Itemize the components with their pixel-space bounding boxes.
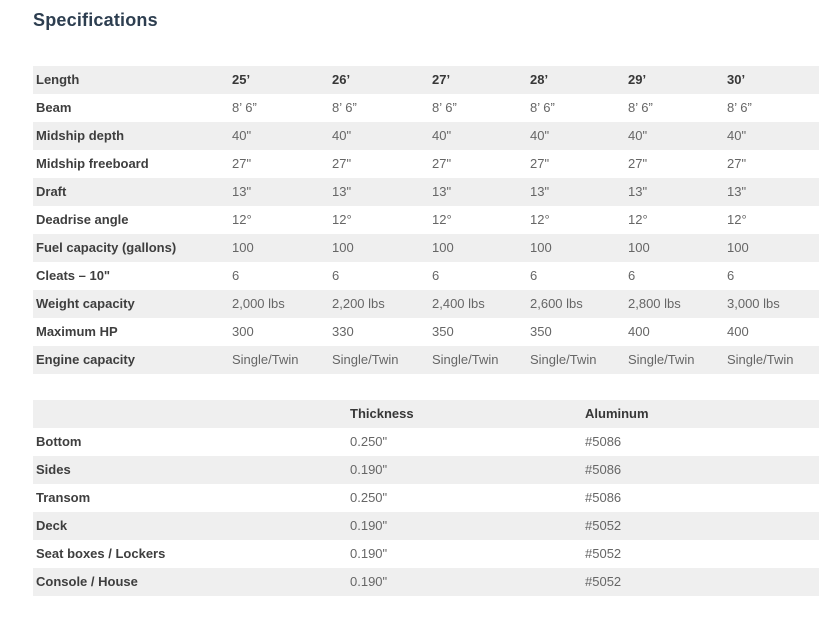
spec-cell: 40" [628,128,648,143]
spec-row-label: Deadrise angle [36,212,129,227]
construction-cell-aluminum: #5052 [585,574,622,589]
construction-cell-thickness: 0.190" [350,518,388,533]
spec-cell: 400 [727,324,749,339]
construction-header-empty [33,400,347,428]
spec-cell: 8’ 6” [530,100,555,115]
construction-header-thickness: Thickness [350,406,414,421]
spec-cell: 100 [332,240,354,255]
spec-cell: 27" [727,156,747,171]
construction-row-label: Seat boxes / Lockers [36,546,166,561]
spec-cell: 27" [332,156,352,171]
spec-cell: 13" [727,184,747,199]
spec-row-deadrise-angle [33,206,819,234]
spec-row-label: Maximum HP [36,324,118,339]
construction-row-transom [33,484,819,512]
spec-cell: 2,200 lbs [332,296,385,311]
spec-row-label: Cleats – 10" [36,268,111,283]
spec-header-cell: 26’ [332,72,351,87]
spec-cell: Single/Twin [432,352,499,367]
spec-cell: 12° [628,212,648,227]
spec-cell: 8’ 6” [628,100,653,115]
construction-cell-aluminum: #5086 [585,490,622,505]
spec-row-fuel-capacity [33,234,819,262]
spec-cell: 40" [727,128,747,143]
spec-cell: 13" [332,184,352,199]
spec-cell: 27" [232,156,252,171]
spec-cell: Single/Twin [727,352,794,367]
spec-cell: 40" [530,128,550,143]
spec-header-cell: 28’ [530,72,549,87]
spec-cell: 8’ 6” [727,100,752,115]
construction-row-label: Transom [36,490,91,505]
spec-cell: 330 [332,324,354,339]
construction-row-label: Console / House [36,574,138,589]
spec-cell: 6 [232,268,240,283]
spec-header-cell: 25’ [232,72,251,87]
spec-cell: Single/Twin [332,352,399,367]
spec-row-label: Midship freeboard [36,156,149,171]
spec-row-beam [33,94,819,122]
spec-row-weight-capacity [33,290,819,318]
spec-cell: 8’ 6” [432,100,457,115]
construction-row-seat-boxes [33,540,819,568]
construction-header-aluminum: Aluminum [585,406,649,421]
spec-cell: 13" [530,184,550,199]
spec-cell: 2,800 lbs [628,296,681,311]
construction-cell-thickness: 0.190" [350,462,388,477]
spec-cell: 12° [332,212,352,227]
spec-cell: 6 [332,268,340,283]
spec-row-cleats [33,262,819,290]
spec-cell: Single/Twin [530,352,597,367]
spec-cell: 13" [232,184,252,199]
construction-table [33,400,819,596]
spec-cell: 350 [530,324,552,339]
spec-cell: 2,400 lbs [432,296,485,311]
spec-row-label: Weight capacity [36,296,135,311]
spec-cell: 12° [432,212,452,227]
construction-cell-thickness: 0.250" [350,490,388,505]
spec-row-draft [33,178,819,206]
spec-cell: 40" [232,128,252,143]
spec-row-midship-depth [33,122,819,150]
spec-cell: 12° [530,212,550,227]
spec-cell: 40" [332,128,352,143]
spec-cell: 6 [432,268,440,283]
construction-row-sides [33,456,819,484]
spec-header-row [33,66,819,94]
construction-cell-thickness: 0.190" [350,574,388,589]
spec-cell: 100 [432,240,454,255]
spec-cell: 8’ 6” [232,100,257,115]
spec-cell: 6 [530,268,538,283]
page-title: Specifications [33,10,158,30]
construction-row-label: Bottom [36,434,82,449]
construction-row-label: Sides [36,462,71,477]
spec-header-cell: 29’ [628,72,647,87]
spec-cell: 100 [232,240,254,255]
construction-header-row [33,400,819,428]
spec-row-label: Fuel capacity (gallons) [36,240,177,255]
spec-header-cell: 30’ [727,72,746,87]
spec-cell: 100 [530,240,552,255]
spec-row-label: Engine capacity [36,352,135,367]
spec-cell: Single/Twin [628,352,695,367]
construction-cell-aluminum: #5086 [585,434,622,449]
spec-cell: 2,000 lbs [232,296,285,311]
spec-cell: 100 [727,240,749,255]
construction-cell-thickness: 0.250" [350,434,388,449]
construction-cell-thickness: 0.190" [350,546,388,561]
spec-cell: 3,000 lbs [727,296,780,311]
spec-header-cell: 27’ [432,72,451,87]
spec-cell: 350 [432,324,454,339]
specifications-table [33,66,819,374]
spec-row-maximum-hp [33,318,819,346]
spec-cell: 400 [628,324,650,339]
spec-row-label: Beam [36,100,72,115]
construction-cell-aluminum: #5052 [585,546,622,561]
spec-row-label: Draft [36,184,67,199]
spec-cell: 12° [232,212,252,227]
spec-cell: 6 [727,268,735,283]
spec-cell: 8’ 6” [332,100,357,115]
spec-header-label: Length [36,72,80,87]
spec-cell: 27" [628,156,648,171]
spec-cell: 13" [432,184,452,199]
spec-row-label: Midship depth [36,128,125,143]
spec-cell: 40" [432,128,452,143]
spec-cell: 300 [232,324,254,339]
spec-cell: 12° [727,212,747,227]
spec-cell: 6 [628,268,636,283]
construction-row-label: Deck [36,518,68,533]
construction-cell-aluminum: #5086 [585,462,622,477]
spec-row-engine-capacity [33,346,819,374]
spec-cell: 2,600 lbs [530,296,583,311]
spec-cell: 100 [628,240,650,255]
construction-row-console [33,568,819,596]
spec-cell: 27" [530,156,550,171]
spec-row-midship-freeboard [33,150,819,178]
spec-cell: Single/Twin [232,352,299,367]
construction-row-bottom [33,428,819,456]
spec-cell: 13" [628,184,648,199]
construction-row-deck [33,512,819,540]
spec-cell: 27" [432,156,452,171]
construction-cell-aluminum: #5052 [585,518,622,533]
